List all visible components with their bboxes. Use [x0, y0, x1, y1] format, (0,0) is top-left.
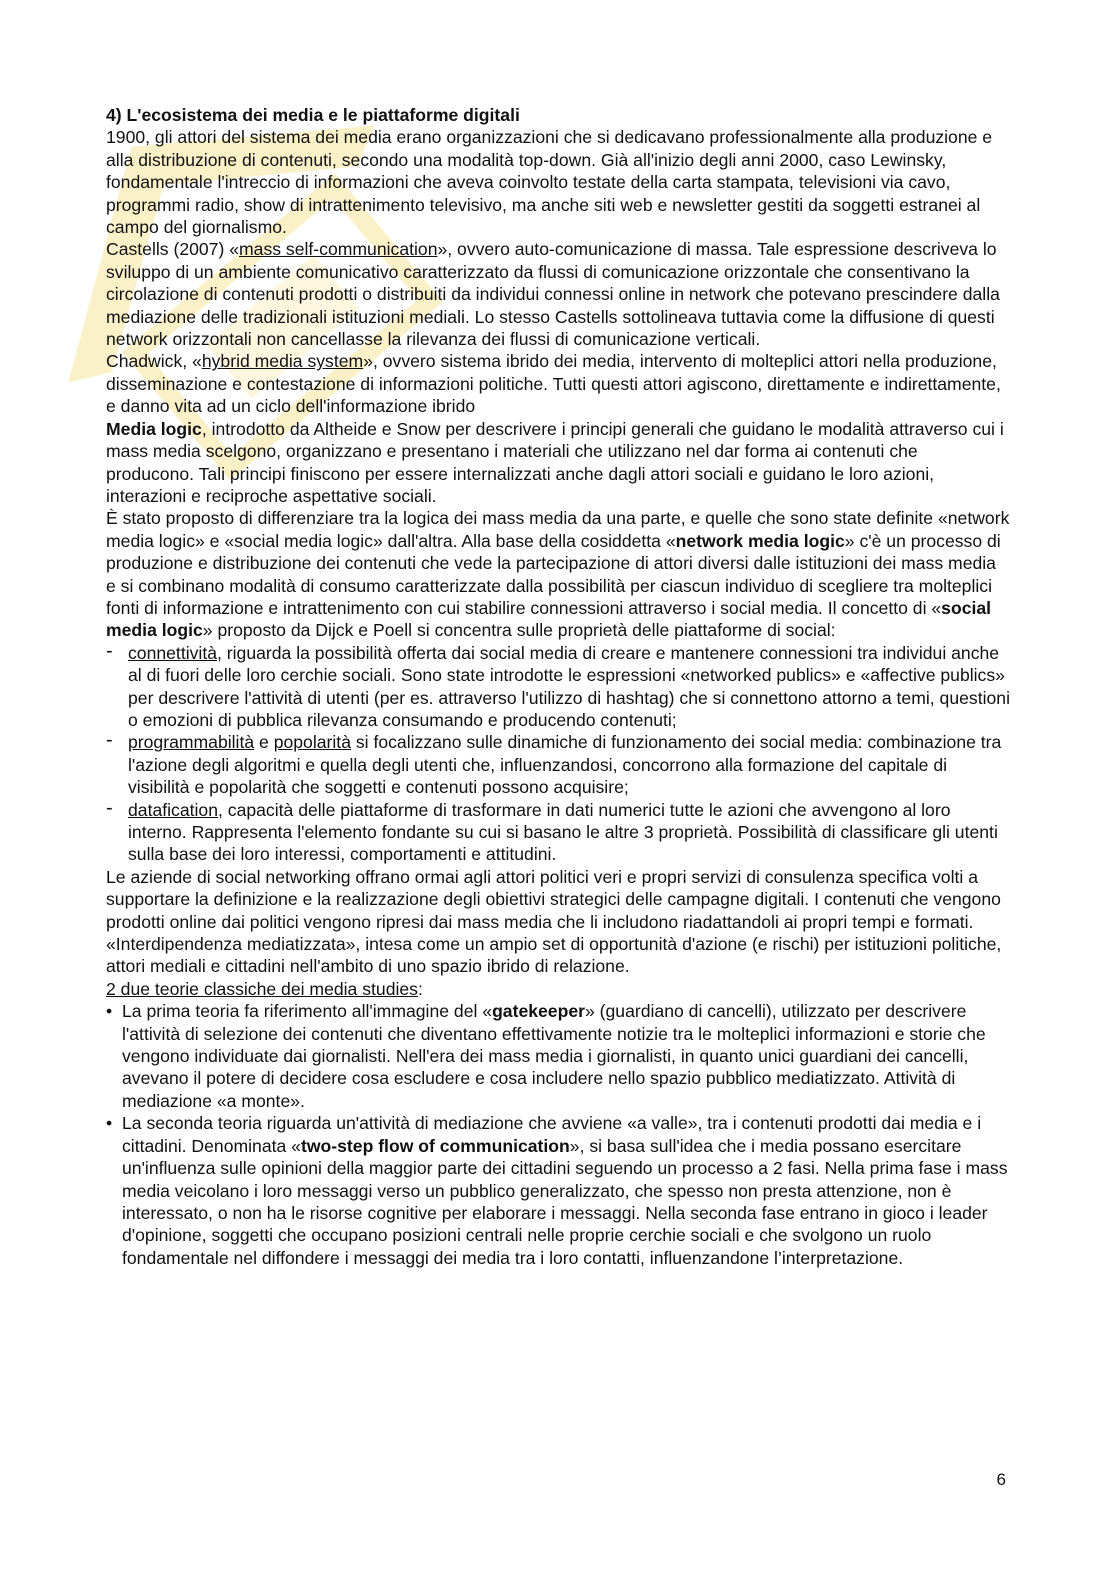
paragraph-social-networking: Le aziende di social networking offrano ormai agli attori politici veri e propri servizi di consulenza specifica volti a supportare la definizione e la realizzazione degli obiettivi strategici delle campagne digitali. I contenuti che vengono prodotti online dai politici vengono ripresi dai mass media che li includono riadattandoli ai propri tempi e formati.	[106, 866, 1001, 932]
paragraph-network-logic	[106, 507, 1010, 641]
term-connettivita: connettività	[128, 642, 217, 663]
text-segment: e	[254, 732, 274, 753]
text-segment: , capacità delle piattaforme di trasformare in dati numerici tutte le azioni che avvengono al loro interno. Rappresenta l'elemento fondante su cui si basano le altre 3 proprietà. Possibilità di classificare gli utenti sulla base dei loro interessi, comportamenti e attitudini.	[128, 799, 998, 865]
text-segment: :	[417, 978, 423, 999]
paragraph-intro: 1900, gli attori del sistema dei media erano organizzazioni che si dedicavano professionalmente alla produzione e alla distribuzione di contenuti, secondo una modalità top-down. Già all'inizio degli anni 2000, caso Lewinsky, fondamentale l'intreccio di informazioni che aveva coinvolto testate della carta stampata, televisioni via cavo, programmi radio, show di intrattenimento televisivo, ma anche siti web e newsletter gestiti da soggetti estranei al campo del giornalismo.	[106, 127, 993, 238]
section-title: 4) L'ecosistema dei media e le piattaforme digitali	[106, 105, 520, 125]
list-item	[106, 799, 1010, 866]
term-due-teorie: 2 due teorie classiche dei media studies	[106, 978, 418, 999]
text-segment: » (guardiano di cancelli), utilizzato per descrivere l'attività di selezione dei contenuti che diventano effettivamente notizie tra le molteplici informazioni e storie che vengono individuate dai giornalisti. Nell'era dei mass media i giornalisti, in quanto unici guardiani dei cancelli, avevano il potere di decidere cosa escludere e cosa includere nello spazio pubblico mediatizzato. Attività di mediazione «a monte».	[122, 1001, 986, 1111]
term-network-media-logic: network media logic	[675, 530, 845, 551]
term-two-step-flow: two-step flow of communication	[300, 1135, 570, 1156]
text-segment: » c'è un processo di produzione e distribuzione dei contenuti che vede la partecipazione di attori diversi dalle istituzioni dei mass media e si combinano modalità di consumo caratterizzate dalla possibilità per ciascun individuo di scegliere tra molteplici fonti di informazione e intrattenimento con cui stabilire connessioni attraverso i social media. Il concetto di «	[106, 530, 1001, 618]
term-programmabilita: programmabilità	[128, 732, 255, 753]
list-item	[106, 1000, 1010, 1112]
properties-list	[106, 642, 1010, 866]
term-hybrid-media-system: hybrid media system	[201, 351, 364, 372]
term-social-media-logic: social media logic	[106, 597, 992, 641]
text-segment: si focalizzano sulle dinamiche di funzionamento dei social media: combinazione tra l'azione degli algoritmi e quella degli utenti che, influenzandosi, concorrono alla formazione del capitale di visibilità e popolarità che soggetti e contenuti possono acquisire;	[128, 732, 1002, 798]
term-mass-self-communication: mass self-communication	[239, 239, 438, 260]
term-media-logic: Media logic	[106, 418, 202, 439]
text-segment: , introdotto da Altheide e Snow per descrivere i principi generali che guidano le modalità attraverso cui i mass media scelgono, organizzano e presentano i materiali che utilizzano nel dar forma ai contenuti che producono. Tali principi finiscono per essere internalizzati anche dagli attori sociali e guidano le loro azioni, interazioni e reciproche aspettative sociali.	[106, 418, 1004, 506]
paragraph-theories-heading	[106, 978, 1010, 1000]
text-segment: », si basa sull'idea che i media possano esercitare un'influenza sulle opinioni della maggior parte dei cittadini seguendo un processo a 2 fasi. Nella prima fase i mass media veicolano i loro messaggi verso un pubblico generalizzato, che spesso non presta attenzione, non è interessato, o non ha le risorse cognitive per elaborare i messaggi. Nella seconda fase entrano in gioco i leader d'opinione, soggetti che occupano posizioni centrali nelle proprie cerchie sociali e che svolgono un ruolo fondamentale nel diffondere i messaggi dei media tra i loro contatti, influenzandone l’interpretazione.	[122, 1135, 1008, 1268]
term-gatekeeper: gatekeeper	[492, 1001, 585, 1022]
document-page	[106, 104, 1010, 1269]
text-segment: Chadwick, «	[106, 351, 202, 372]
text-segment: » proposto da Dijck e Poell si concentra sulle proprietà delle piattaforme di social:	[202, 620, 836, 641]
list-item	[106, 731, 1010, 798]
page-number: 6	[996, 1470, 1006, 1489]
text-segment: È stato proposto di differenziare tra la logica dei mass media da una parte, e quelle che sono state definite «network media logic» e «social media logic» dall'altra. Alla base della cosiddetta «	[106, 508, 1010, 551]
text-segment: La seconda teoria riguarda un'attività di mediazione che avviene «a valle», tra i contenuti prodotti dai media e i cittadini. Denominata «	[122, 1113, 982, 1156]
paragraph-castells	[106, 238, 1010, 350]
text-segment: », ovvero sistema ibrido dei media, intervento di molteplici attori nella produzione, disseminazione e contestazione di informazioni politiche. Tutti questi attori agiscono, direttamente e indirettamente, e danno vita ad un ciclo dell'informazione ibrido	[106, 351, 1001, 417]
text-segment: Castells (2007) «	[106, 239, 239, 260]
theories-list	[106, 1000, 1010, 1269]
list-item	[106, 1112, 1010, 1269]
text-segment: , riguarda la possibilità offerta dai social media di creare e mantenere connessioni tra individui anche al di fuori delle loro cerchie sociali. Sono state introdotte le espressioni «networked publics» e «affective publics» per descrivere l'attività di utenti (per es. attraverso l'utilizzo di hashtag) che si connettono attorno a temi, questioni o emozioni di pubblica rilevanza consumando e producendo contenuti;	[128, 642, 1010, 730]
term-popolarita: popolarità	[273, 732, 351, 753]
text-segment: », ovvero auto-comunicazione di massa. Tale espressione descriveva lo sviluppo di un ambiente comunicativo caratterizzato da flussi di comunicazione orizzontale che consentivano la circolazione di contenuti prodotti o distribuiti da individui connessi online in network che potevano prescindere dalla mediazione delle tradizionali istituzioni mediali. Lo stesso Castells sottolineava tuttavia come la diffusione di questi network orizzontali non cancellasse la rilevanza dei flussi di comunicazione verticali.	[106, 239, 1000, 350]
paragraph-chadwick	[106, 350, 1010, 417]
paragraph-media-logic	[106, 418, 1010, 508]
term-datafication: datafication	[128, 799, 218, 820]
text-segment: La prima teoria fa riferimento all'immagine del «	[122, 1001, 493, 1022]
paragraph-interdipendenza: «Interdipendenza mediatizzata», intesa come un ampio set di opportunità d'azione (e rischi) per istituzioni politiche, attori mediali e cittadini nell'ambito di uno spazio ibrido di relazione.	[106, 934, 1002, 977]
list-item	[106, 642, 1010, 732]
